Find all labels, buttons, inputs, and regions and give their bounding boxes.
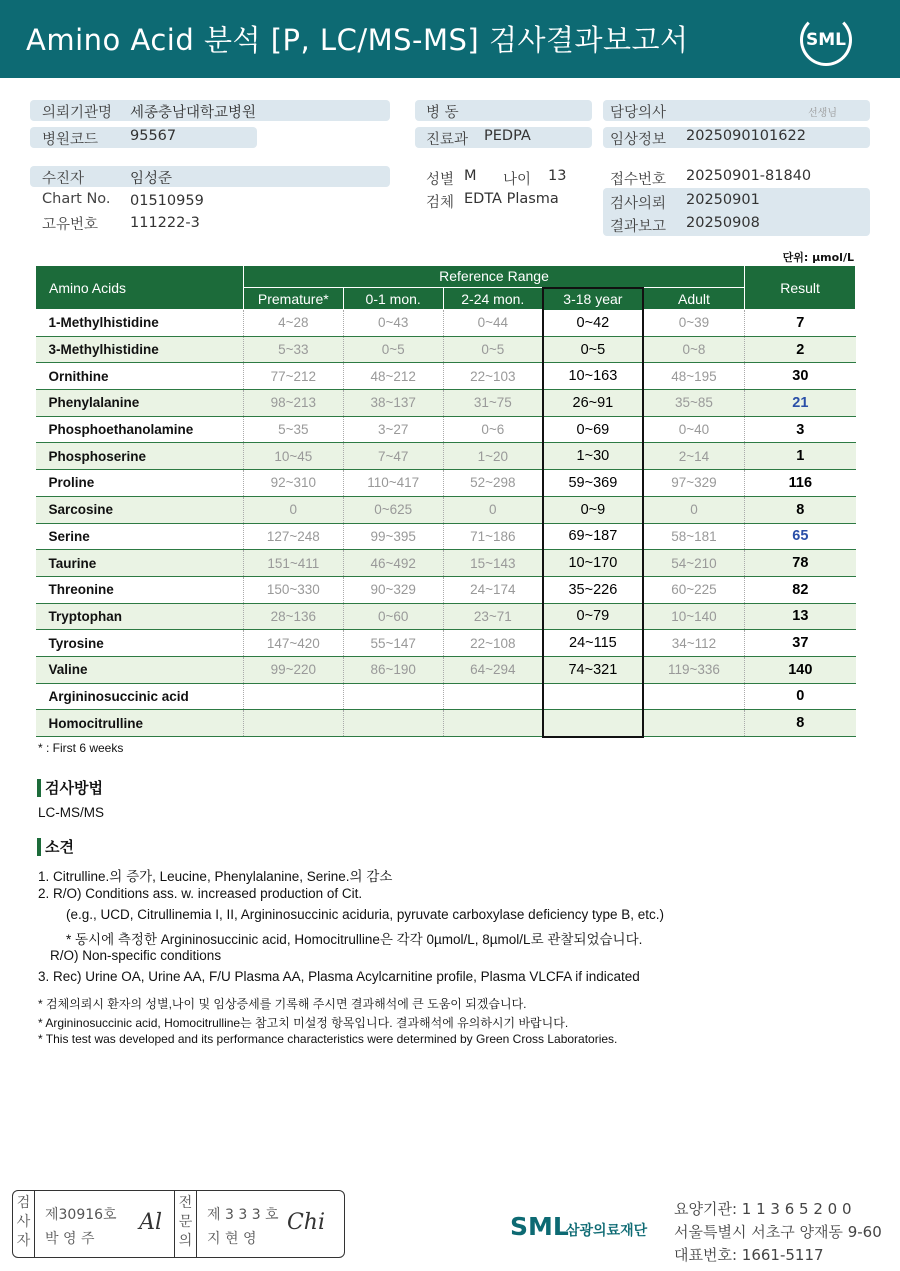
age-label: 나이 [503,172,532,188]
ref-premature: 77~212 [243,363,343,390]
ref-premature: 5~33 [243,336,343,363]
doctor-signature: Chi [286,1210,325,1235]
chart-value: 01510959 [130,193,204,209]
ref-premature: 28~136 [243,603,343,630]
uid-label: 고유번호 [42,217,99,233]
amino-acid-name: Taurine [36,550,244,577]
ref-2-24mon: 1~20 [443,443,543,470]
amino-acid-name: 1-Methylhistidine [36,310,244,337]
ref-adult [643,683,745,710]
ref-3-18year: 35~226 [543,576,643,603]
ref-2-24mon: 0~5 [443,336,543,363]
age-value: 13 [548,168,567,184]
hospital-code-label: 병원코드 [42,132,99,148]
table-row [36,336,856,363]
result-value: 82 [745,576,856,603]
ref-0-1mon: 86~190 [343,656,443,683]
ref-3-18year: 0~42 [543,310,643,337]
dept-value: PEDPA [484,128,531,144]
institution-value: 세종충남대학교병원 [130,105,257,121]
table-row [36,683,856,710]
ref-adult: 58~181 [643,523,745,550]
col-header-result: Result [745,266,856,310]
patient-label: 수진자 [42,171,85,187]
ref-adult: 119~336 [643,656,745,683]
amino-acid-name: Argininosuccinic acid [36,683,244,710]
table-row [36,576,856,603]
tester-name: 박 영 주 [45,1231,95,1247]
tester-label: 검 사 자 [13,1191,35,1257]
col-header-2-24mon: 2-24 mon. [443,288,543,310]
ref-2-24mon: 31~75 [443,390,543,417]
org-address: 서울특별시 서초구 양재동 9-60 [674,1223,882,1241]
sex-label: 성별 [426,172,455,188]
ref-adult: 34~112 [643,630,745,657]
ward-label: 병 동 [426,105,459,121]
ref-0-1mon [343,683,443,710]
table-row [36,656,856,683]
dept-label: 진료과 [426,132,469,148]
findings-title: 소견 [37,838,74,856]
ref-0-1mon: 7~47 [343,443,443,470]
amino-acid-name: Proline [36,470,244,497]
tester-signature: Al [139,1210,162,1235]
result-value: 3 [745,416,856,443]
amino-acid-name: Valine [36,656,244,683]
ref-3-18year [543,710,643,737]
chart-label: Chart No. [42,191,111,207]
ref-premature: 4~28 [243,310,343,337]
amino-acid-name: Threonine [36,576,244,603]
method-text: LC-MS/MS [38,805,105,820]
col-header-adult: Adult [643,288,745,310]
finding-line: 2. R/O) Conditions ass. w. increased production of Cit. [38,886,363,901]
ref-0-1mon: 38~137 [343,390,443,417]
ref-0-1mon: 110~417 [343,470,443,497]
col-header-3-18year: 3-18 year [543,288,643,310]
ref-0-1mon: 0~60 [343,603,443,630]
table-row [36,710,856,737]
table-row [36,390,856,417]
doctor-label: 담당의사 [610,105,667,121]
ref-2-24mon: 52~298 [443,470,543,497]
ref-premature: 10~45 [243,443,343,470]
doctor-name: 지 현 영 [207,1231,257,1247]
finding-line: (e.g., UCD, Citrullinemia I, II, Argininosuccinic aciduria, pyruvate carboxylase deficiency type B, etc.) [66,907,664,922]
ref-3-18year: 0~69 [543,416,643,443]
doctor-suffix: 선생님 [808,108,837,119]
ref-3-18year: 26~91 [543,390,643,417]
ref-2-24mon: 0~6 [443,416,543,443]
ref-2-24mon: 71~186 [443,523,543,550]
ref-premature: 99~220 [243,656,343,683]
ref-3-18year: 74~321 [543,656,643,683]
note-line: * This test was developed and its performance characteristics were determined by Green Cross Laboratories. [38,1032,618,1046]
method-title: 검사방법 [37,779,103,797]
ref-0-1mon: 0~5 [343,336,443,363]
ref-3-18year: 10~170 [543,550,643,577]
table-footnote: * : First 6 weeks [38,741,124,755]
ref-3-18year: 69~187 [543,523,643,550]
amino-acid-name: Phosphoserine [36,443,244,470]
org-code: 요양기관: 1 1 3 6 5 2 0 0 [674,1200,852,1218]
institution-label: 의뢰기관명 [42,105,113,121]
table-row [36,603,856,630]
ref-2-24mon: 64~294 [443,656,543,683]
receipt-label: 접수번호 [610,172,667,188]
finding-line: * 동시에 측정한 Argininosuccinic acid, Homocitrulline은 각각 0µmol/L, 8µmol/L로 관찰되었습니다. [66,932,643,947]
ref-premature: 147~420 [243,630,343,657]
uid-value: 111222-3 [130,215,200,231]
table-row [36,416,856,443]
sml-logo: SML [800,14,852,66]
ref-3-18year: 0~9 [543,496,643,523]
request-value: 20250901 [686,192,760,208]
result-value: 7 [745,310,856,337]
ref-2-24mon [443,683,543,710]
ref-3-18year: 59~369 [543,470,643,497]
ref-adult: 60~225 [643,576,745,603]
doctor-sig-label: 전 문 의 [175,1191,197,1257]
request-label: 검사의뢰 [610,196,667,212]
result-value: 21 [745,390,856,417]
table-row [36,310,856,337]
ref-premature: 5~35 [243,416,343,443]
table-row [36,523,856,550]
result-value: 30 [745,363,856,390]
amino-acid-name: Phenylalanine [36,390,244,417]
doctor-cell [197,1191,337,1257]
amino-acid-name: Sarcosine [36,496,244,523]
amino-acid-name: 3-Methylhistidine [36,336,244,363]
ref-2-24mon: 24~174 [443,576,543,603]
report-label: 결과보고 [610,219,667,235]
ref-0-1mon: 0~625 [343,496,443,523]
amino-acid-name: Tyrosine [36,630,244,657]
ref-adult: 10~140 [643,603,745,630]
ref-adult: 0~39 [643,310,745,337]
ref-premature: 151~411 [243,550,343,577]
specimen-label: 검체 [426,195,455,211]
ref-adult: 35~85 [643,390,745,417]
amino-acid-name: Ornithine [36,363,244,390]
specimen-value: EDTA Plasma [464,191,559,207]
ref-0-1mon: 46~492 [343,550,443,577]
result-value: 65 [745,523,856,550]
ref-adult: 48~195 [643,363,745,390]
ref-premature: 0 [243,496,343,523]
result-value: 37 [745,630,856,657]
table-row [36,496,856,523]
ref-2-24mon: 0 [443,496,543,523]
ref-adult: 2~14 [643,443,745,470]
col-header-name: Amino Acids [36,266,244,310]
table-row [36,443,856,470]
table-row [36,470,856,497]
patient-value: 임성준 [130,171,173,187]
amino-acid-name: Homocitrulline [36,710,244,737]
signature-box [12,1190,345,1258]
table-row [36,630,856,657]
col-header-reference: Reference Range [243,266,744,288]
hospital-code-value: 95567 [130,128,177,144]
note-line: * 검체의뢰시 환자의 성별,나이 및 임상증세를 기록해 주시면 결과해석에 큰 도움이 되겠습니다. [38,997,527,1011]
amino-acid-name: Tryptophan [36,603,244,630]
col-header-0-1mon: 0-1 mon. [343,288,443,310]
col-header-premature: Premature* [243,288,343,310]
unit-label: 단위: µmol/L [782,251,854,264]
ref-2-24mon [443,710,543,737]
ref-3-18year: 0~79 [543,603,643,630]
org-logo: SML 삼광의료재단 [510,1212,648,1241]
ref-3-18year: 0~5 [543,336,643,363]
amino-acid-table [35,265,856,738]
ref-0-1mon: 55~147 [343,630,443,657]
ref-3-18year: 1~30 [543,443,643,470]
tester-license: 제30916호 [45,1207,117,1223]
ref-premature: 98~213 [243,390,343,417]
result-value: 78 [745,550,856,577]
ref-premature [243,710,343,737]
ref-2-24mon: 0~44 [443,310,543,337]
ref-2-24mon: 23~71 [443,603,543,630]
result-value: 2 [745,336,856,363]
ref-0-1mon: 99~395 [343,523,443,550]
ref-adult [643,710,745,737]
ref-3-18year: 24~115 [543,630,643,657]
ref-0-1mon [343,710,443,737]
clinical-value: 2025090101622 [686,128,806,144]
report-title: Amino Acid 분석 [P, LC/MS-MS] 검사결과보고서 [26,23,689,57]
ref-premature: 92~310 [243,470,343,497]
result-value: 1 [745,443,856,470]
ref-premature: 127~248 [243,523,343,550]
ref-2-24mon: 15~143 [443,550,543,577]
ref-0-1mon: 90~329 [343,576,443,603]
result-value: 8 [745,496,856,523]
doctor-license: 제 3 3 3 호 [207,1207,279,1223]
ref-3-18year: 10~163 [543,363,643,390]
ref-adult: 0 [643,496,745,523]
result-value: 116 [745,470,856,497]
report-header [0,0,900,78]
sex-value: M [464,168,477,184]
ref-2-24mon: 22~103 [443,363,543,390]
table-row [36,363,856,390]
ref-premature [243,683,343,710]
report-value: 20250908 [686,215,760,231]
finding-line: 3. Rec) Urine OA, Urine AA, F/U Plasma AA, Plasma Acylcarnitine profile, Plasma VLCFA if indicated [38,969,640,984]
clinical-label: 임상정보 [610,132,667,148]
tester-cell [35,1191,175,1257]
ref-adult: 97~329 [643,470,745,497]
ref-adult: 0~40 [643,416,745,443]
ref-adult: 0~8 [643,336,745,363]
amino-acid-name: Phosphoethanolamine [36,416,244,443]
amino-acid-name: Serine [36,523,244,550]
ref-0-1mon: 3~27 [343,416,443,443]
finding-line: R/O) Non-specific conditions [50,948,222,963]
result-value: 13 [745,603,856,630]
result-value: 140 [745,656,856,683]
ref-premature: 150~330 [243,576,343,603]
note-line: * Argininosuccinic acid, Homocitrulline는 참고치 미설정 항목입니다. 결과해석에 유의하시기 바랍니다. [38,1016,569,1030]
org-phone: 대표번호: 1661-5117 [674,1246,824,1264]
ref-2-24mon: 22~108 [443,630,543,657]
receipt-value: 20250901-81840 [686,168,812,184]
result-value: 0 [745,683,856,710]
table-row [36,550,856,577]
ref-3-18year [543,683,643,710]
ref-0-1mon: 48~212 [343,363,443,390]
result-value: 8 [745,710,856,737]
ref-adult: 54~210 [643,550,745,577]
finding-line: 1. Citrulline.의 증가, Leucine, Phenylalanine, Serine.의 감소 [38,869,393,884]
ref-0-1mon: 0~43 [343,310,443,337]
